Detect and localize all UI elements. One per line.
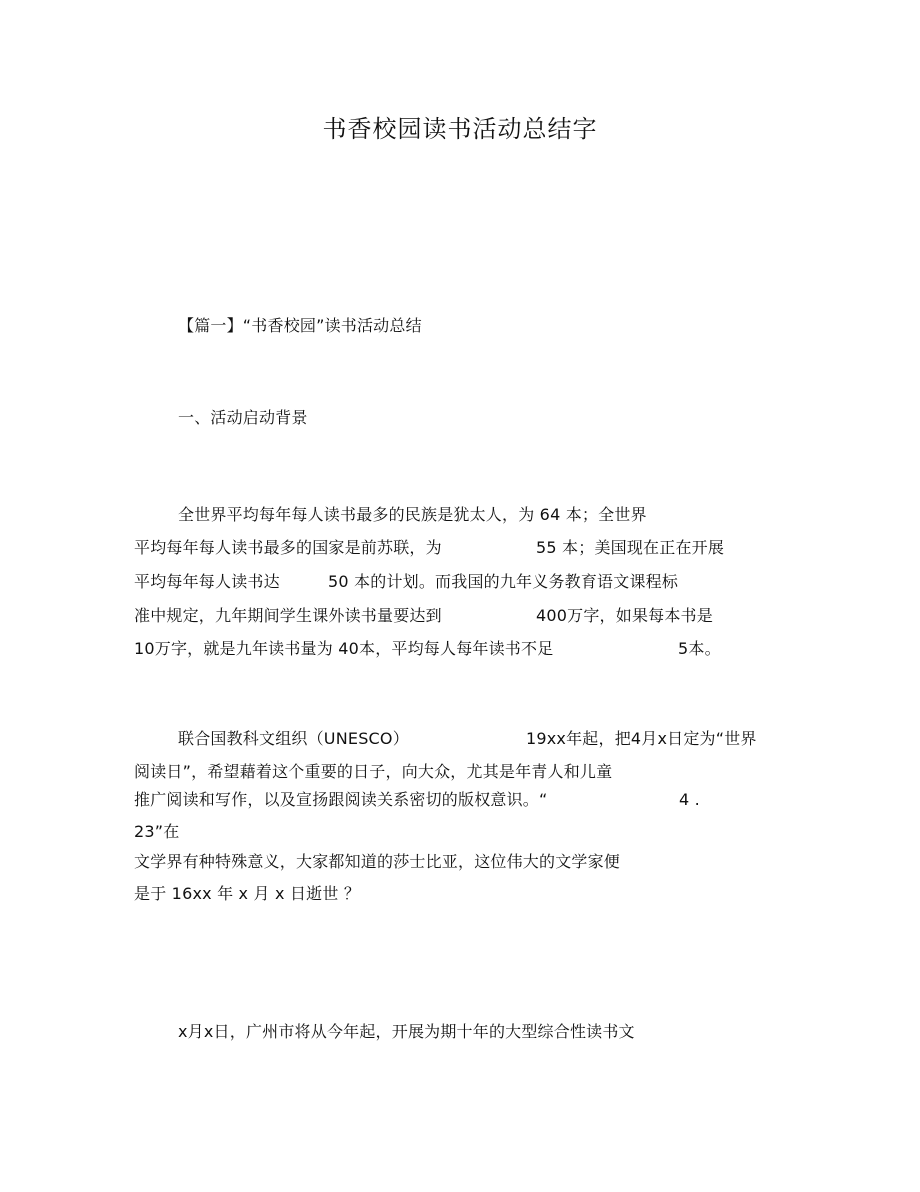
p1-line3b: 50 本的计划。而我国的九年义务教育语文课程标 bbox=[328, 572, 679, 591]
subheading-background: 一、活动启动背景 bbox=[178, 408, 308, 427]
p1-line5b: 5本。 bbox=[678, 639, 721, 658]
p2-line3b: 4 . bbox=[679, 790, 700, 809]
p1-line4b: 400万字，如果每本书是 bbox=[536, 606, 713, 625]
p2-line5: 文学界有种特殊意义，大家都知道的莎士比亚，这位伟大的文学家便 bbox=[134, 852, 621, 871]
p2-line4: 23”在 bbox=[134, 822, 180, 841]
p1-line3a: 平均每年每人读书达 bbox=[134, 572, 280, 591]
section-heading: 【篇一】“书香校园”读书活动总结 bbox=[178, 316, 422, 335]
p1-line2a: 平均每年每人读书最多的国家是前苏联，为 bbox=[134, 538, 442, 557]
p1-line2b: 55 本；美国现在正在开展 bbox=[536, 538, 725, 557]
p2-line3a: 推广阅读和写作，以及宣扬跟阅读关系密切的版权意识。“ bbox=[134, 790, 548, 809]
p1-line5a: 10万字，就是九年读书量为 40本，平均每人每年读书不足 bbox=[134, 639, 554, 658]
p3-line1: x月x日，广州市将从今年起，开展为期十年的大型综合性读书文 bbox=[178, 1022, 635, 1041]
p2-line1a: 联合国教科文组织（UNESCO） bbox=[178, 729, 409, 748]
p1-line1: 全世界平均每年每人读书最多的民族是犹太人，为 64 本；全世界 bbox=[178, 505, 647, 524]
p2-line2: 阅读日”，希望藉着这个重要的日子，向大众，尤其是年青人和儿童 bbox=[134, 762, 613, 781]
p2-line6: 是于 16xx 年 x 月 x 日逝世 ？ bbox=[134, 884, 361, 903]
p2-line1b: 19xx年起，把4月x日定为“世界 bbox=[526, 729, 757, 748]
document-title: 书香校园读书活动总结字 bbox=[322, 115, 598, 143]
p1-line4a: 准中规定，九年期间学生课外读书量要达到 bbox=[134, 606, 442, 625]
